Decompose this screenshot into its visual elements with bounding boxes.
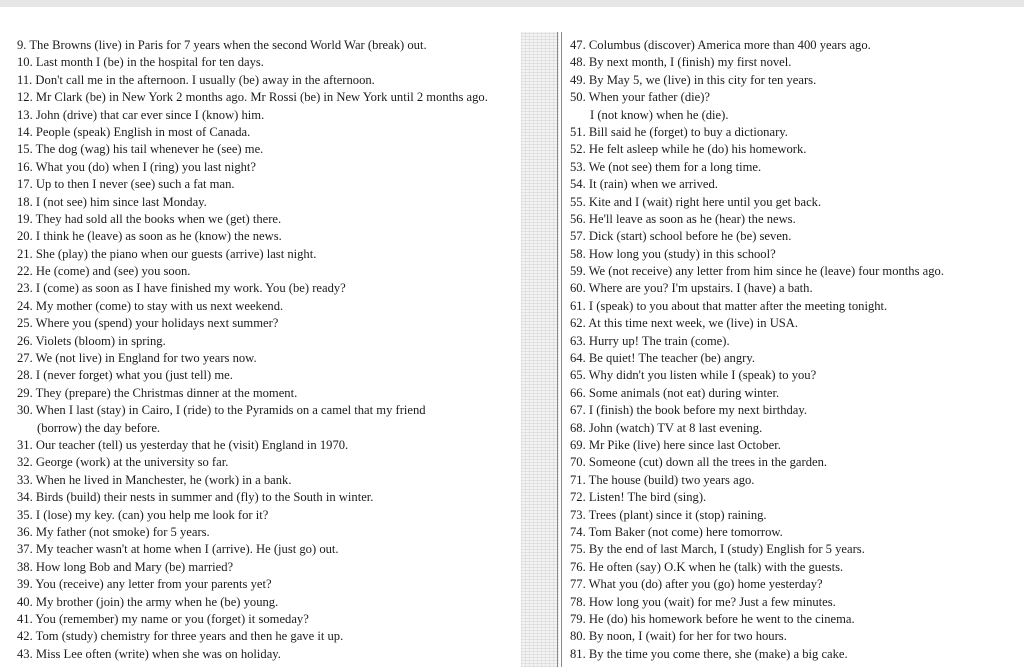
exercise-line: 50. When your father (die)?	[570, 90, 710, 105]
exercise-line: 67. I (finish) the book before my next birthday.	[570, 403, 808, 418]
exercise-line-continuation: (borrow) the day before.	[37, 420, 161, 435]
exercise-line: 75. By the end of last March, I (study) English for 5 years.	[570, 542, 865, 557]
exercise-line: 16. What you (do) when I (ring) you last night?	[17, 159, 256, 174]
exercise-line: 27. We (not live) in England for two years now.	[17, 351, 257, 366]
exercise-line: 22. He (come) and (see) you soon.	[17, 264, 191, 279]
exercise-line: 18. I (not see) him since last Monday.	[17, 194, 207, 209]
exercise-line: 49. By May 5, we (live) in this city for ten years.	[570, 72, 817, 87]
exercise-line: 62. At this time next week, we (live) in USA.	[570, 316, 799, 331]
exercise-line: 39. You (receive) any letter from your parents yet?	[17, 577, 272, 592]
exercise-line: 34. Birds (build) their nests in summer and (fly) to the South in winter.	[17, 490, 374, 505]
exercise-line: 35. I (lose) my key. (can) you help me look for it?	[17, 507, 269, 522]
exercise-line: 54. It (rain) when we arrived.	[570, 177, 718, 192]
exercise-line: 20. I think he (leave) as soon as he (know) the news.	[17, 229, 282, 244]
left-column	[17, 37, 517, 663]
exercise-line: 13. John (drive) that car ever since I (know) him.	[17, 107, 265, 122]
exercise-line: 28. I (never forget) what you (just tell) me.	[17, 368, 233, 383]
exercise-line: 36. My father (not smoke) for 5 years.	[17, 524, 210, 539]
exercise-line: 78. How long you (wait) for me? Just a few minutes.	[570, 594, 836, 609]
page-gutter	[521, 32, 559, 667]
exercise-line: 63. Hurry up! The train (come).	[570, 333, 730, 348]
exercise-line: 58. How long you (study) in this school?	[570, 246, 776, 261]
exercise-line: 79. He (do) his homework before he went to the cinema.	[570, 611, 855, 626]
exercise-line: 17. Up to then I never (see) such a fat man.	[17, 177, 235, 192]
exercise-line: 80. By noon, I (wait) for her for two hours.	[570, 629, 787, 644]
exercise-line: 76. He often (say) O.K when he (talk) with the guests.	[570, 559, 844, 574]
top-border	[0, 0, 1024, 7]
exercise-line: 77. What you (do) after you (go) home yesterday?	[570, 577, 823, 592]
exercise-line: 15. The dog (wag) his tail whenever he (see) me.	[17, 142, 264, 157]
exercise-line: 59. We (not receive) any letter from him since he (leave) four months ago.	[570, 264, 944, 279]
exercise-line: 42. Tom (study) chemistry for three years and then he gave it up.	[17, 629, 344, 644]
exercise-line: 64. Be quiet! The teacher (be) angry.	[570, 351, 755, 366]
exercise-line: 32. George (work) at the university so far.	[17, 455, 229, 470]
exercise-line: 38. How long Bob and Mary (be) married?	[17, 559, 234, 574]
exercise-line: 37. My teacher wasn't at home when I (arrive). He (just go) out.	[17, 542, 339, 557]
exercise-line: 11. Don't call me in the afternoon. I usually (be) away in the afternoon.	[17, 72, 375, 87]
exercise-line: 33. When he lived in Manchester, he (work) in a bank.	[17, 472, 292, 487]
exercise-line: 48. By next month, I (finish) my first novel.	[570, 55, 792, 70]
exercise-line: 10. Last month I (be) in the hospital for ten days.	[17, 55, 264, 70]
exercise-line: 65. Why didn't you listen while I (speak) to you?	[570, 368, 817, 383]
exercise-line: 52. He felt asleep while he (do) his homework.	[570, 142, 807, 157]
exercise-line: 73. Trees (plant) since it (stop) raining.	[570, 507, 767, 522]
exercise-line: 47. Columbus (discover) America more than 400 years ago.	[570, 38, 871, 52]
exercise-line: 12. Mr Clark (be) in New York 2 months ago. Mr Rossi (be) in New York until 2 months ago.	[17, 90, 488, 105]
exercise-line: 70. Someone (cut) down all the trees in the garden.	[570, 455, 828, 470]
right-column	[570, 37, 1015, 663]
exercise-line: 24. My mother (come) to stay with us next weekend.	[17, 298, 284, 313]
exercise-line: 30. When I last (stay) in Cairo, I (ride) to the Pyramids on a camel that my friend	[17, 403, 426, 418]
exercise-line: 21. She (play) the piano when our guests (arrive) last night.	[17, 246, 317, 261]
exercise-line: 19. They had sold all the books when we (get) there.	[17, 211, 282, 226]
exercise-line: 29. They (prepare) the Christmas dinner at the moment.	[17, 385, 298, 400]
exercise-line: 26. Violets (bloom) in spring.	[17, 333, 166, 348]
exercise-line: 23. I (come) as soon as I have finished my work. You (be) ready?	[17, 281, 346, 296]
exercise-line: 60. Where are you? I'm upstairs. I (have) a bath.	[570, 281, 813, 296]
exercise-line: 56. He'll leave as soon as he (hear) the news.	[570, 211, 796, 226]
exercise-line: 66. Some animals (not eat) during winter.	[570, 385, 780, 400]
exercise-line: 55. Kite and I (wait) right here until you get back.	[570, 194, 822, 209]
exercise-line: 25. Where you (spend) your holidays next summer?	[17, 316, 279, 331]
exercise-line: 68. John (watch) TV at 8 last evening.	[570, 420, 763, 435]
exercise-line: 71. The house (build) two years ago.	[570, 472, 755, 487]
exercise-line: 41. You (remember) my name or you (forget) it someday?	[17, 611, 309, 626]
exercise-line: 51. Bill said he (forget) to buy a dictionary.	[570, 124, 788, 139]
column-divider	[561, 32, 562, 667]
exercise-line: 57. Dick (start) school before he (be) seven.	[570, 229, 792, 244]
column-divider	[557, 32, 558, 667]
exercise-line: 81. By the time you come there, she (make) a big cake.	[570, 646, 848, 661]
exercise-line: 40. My brother (join) the army when he (be) young.	[17, 594, 279, 609]
exercise-line-continuation: I (not know) when he (die).	[590, 107, 729, 122]
exercise-line: 9. The Browns (live) in Paris for 7 years when the second World War (break) out.	[17, 38, 427, 52]
exercise-line: 53. We (not see) them for a long time.	[570, 159, 762, 174]
exercise-line: 43. Miss Lee often (write) when she was on holiday.	[17, 646, 281, 661]
exercise-line: 61. I (speak) to you about that matter after the meeting tonight.	[570, 298, 888, 313]
exercise-line: 31. Our teacher (tell) us yesterday that he (visit) England in 1970.	[17, 437, 349, 452]
exercise-line: 14. People (speak) English in most of Canada.	[17, 124, 251, 139]
exercise-line: 69. Mr Pike (live) here since last October.	[570, 437, 781, 452]
exercise-line: 72. Listen! The bird (sing).	[570, 490, 707, 505]
exercise-line: 74. Tom Baker (not come) here tomorrow.	[570, 524, 783, 539]
